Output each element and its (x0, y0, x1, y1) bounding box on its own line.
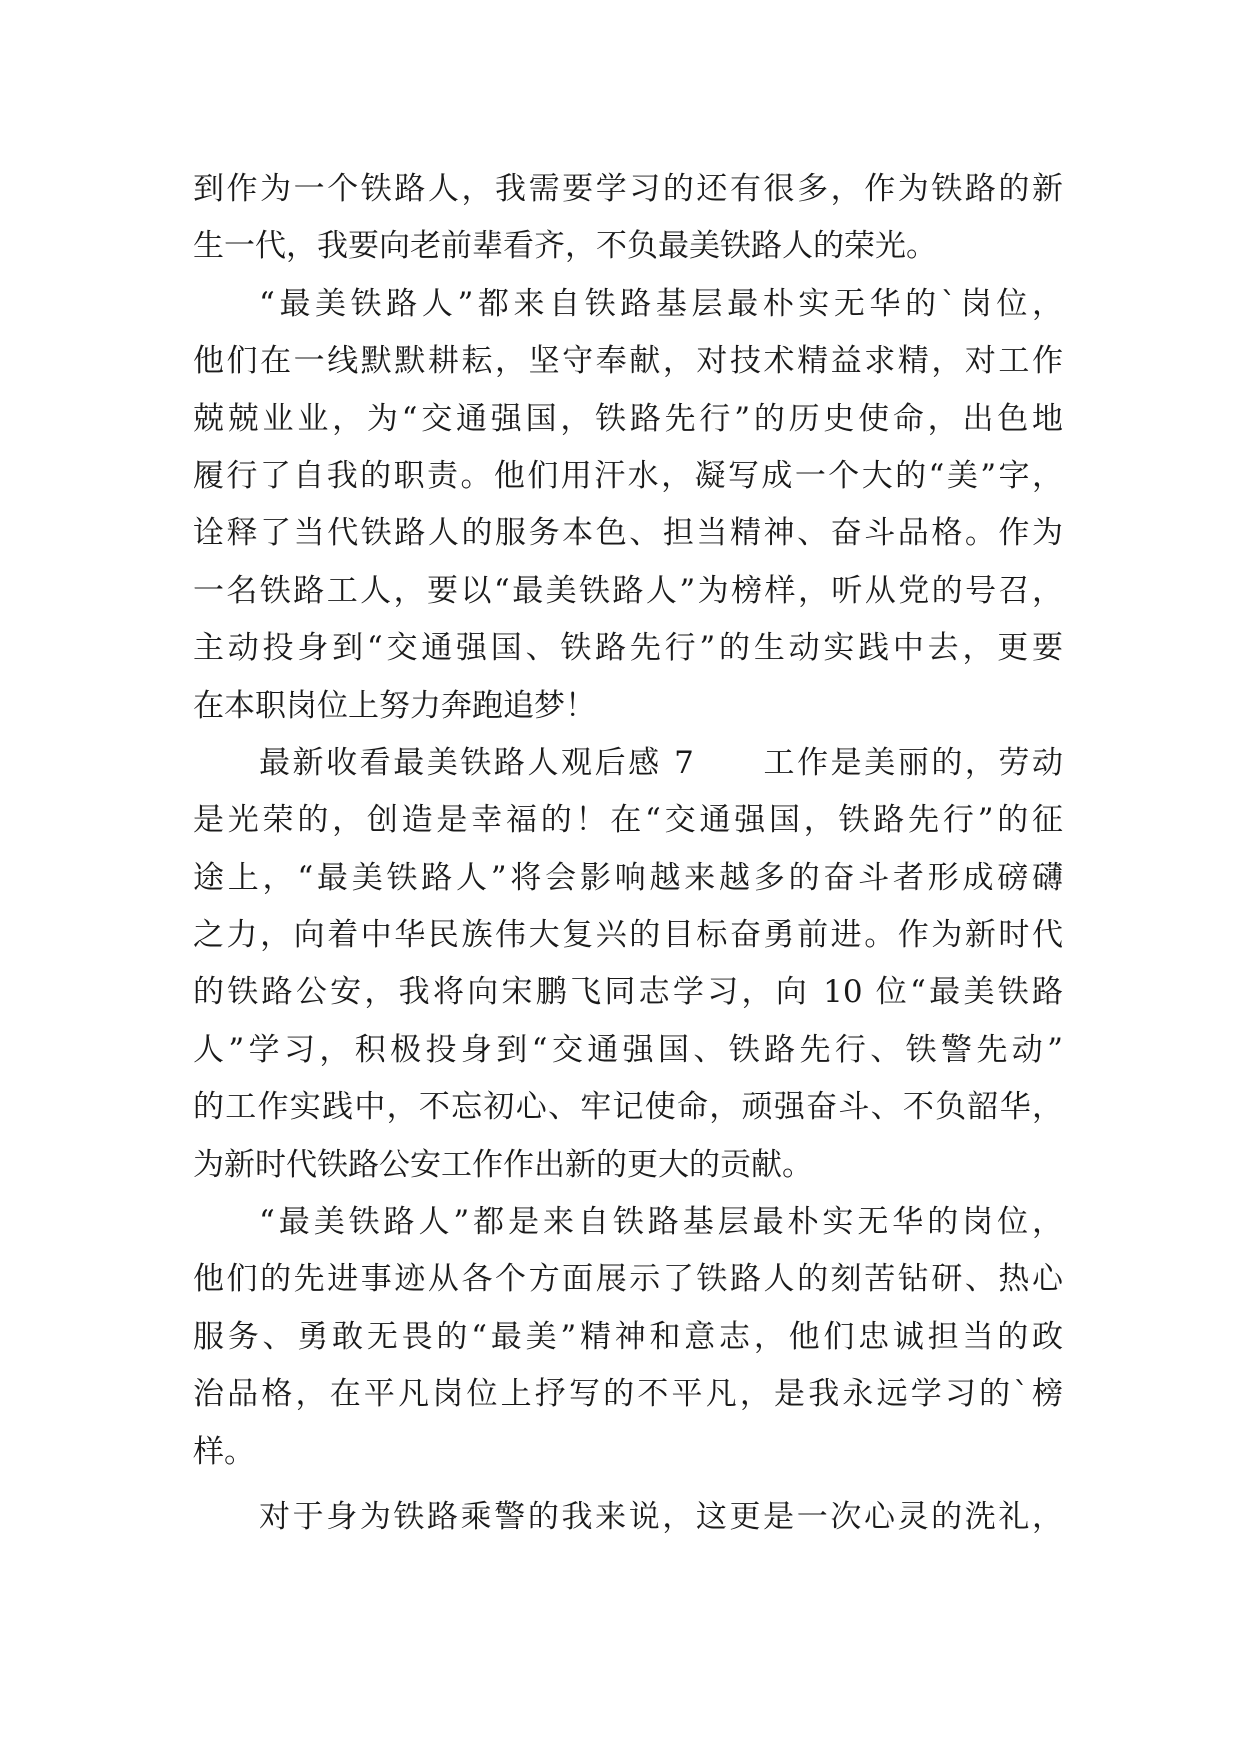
text-line: 最新收看最美铁路人观后感 7 工作是美丽的，劳动 (259, 744, 1063, 781)
text-line: “最美铁路人”都是来自铁路基层最朴实无华的岗位， (259, 1204, 1063, 1241)
text-line: 服务、勇敢无畏的“最美”精神和意志，他们忠诚担当的政 (193, 1318, 1063, 1355)
document-body (193, 161, 1063, 1546)
text-line: 是光荣的，创造是幸福的！在“交通强国，铁路先行”的征 (193, 802, 1063, 839)
text-line: 到作为一个铁路人，我需要学习的还有很多，作为铁路的新 (193, 171, 1063, 207)
text-line: 在本职岗位上努力奔跑追梦！ (193, 687, 596, 724)
text-line: 治品格，在平凡岗位上抒写的不平凡，是我永远学习的`榜 (193, 1376, 1063, 1413)
text-line: 他们的先进事迹从各个方面展示了铁路人的刻苦钻研、热心 (193, 1261, 1063, 1298)
text-line: 之力，向着中华民族伟大复兴的目标奋勇前进。作为新时代 (193, 917, 1063, 954)
text-line: 对于身为铁路乘警的我来说，这更是一次心灵的洗礼， (259, 1498, 1063, 1535)
text-line: 主动投身到“交通强国、铁路先行”的生动实践中去，更要 (193, 630, 1063, 667)
text-line: 的铁路公安，我将向宋鹏飞同志学习，向 10 位“最美铁路 (193, 974, 1063, 1011)
text-line: 一名铁路工人，要以“最美铁路人”为榜样，听从党的号召， (193, 572, 1063, 609)
text-line: 他们在一线默默耕耘，坚守奉献，对技术精益求精，对工作 (193, 343, 1063, 380)
text-line: 为新时代铁路公安工作作出新的更大的贡献。 (193, 1146, 813, 1183)
text-line: 样。 (193, 1433, 255, 1470)
text-line: 履行了自我的职责。他们用汗水，凝写成一个大的“美”字， (193, 457, 1063, 494)
text-line: 途上，“最美铁路人”将会影响越来越多的奋斗者形成磅礴 (193, 859, 1063, 896)
text-line: 诠释了当代铁路人的服务本色、担当精神、奋斗品格。作为 (193, 515, 1063, 552)
text-line: “最美铁路人”都来自铁路基层最朴实无华的`岗位， (259, 285, 1063, 322)
text-line: 生一代，我要向老前辈看齐，不负最美铁路人的荣光。 (193, 228, 937, 265)
text-line: 的工作实践中，不忘初心、牢记使命，顽强奋斗、不负韶华， (193, 1089, 1063, 1126)
text-line: 人”学习，积极投身到“交通强国、铁路先行、铁警先动” (193, 1031, 1063, 1068)
text-line: 兢兢业业，为“交通强国，铁路先行”的历史使命，出色地 (193, 400, 1063, 437)
